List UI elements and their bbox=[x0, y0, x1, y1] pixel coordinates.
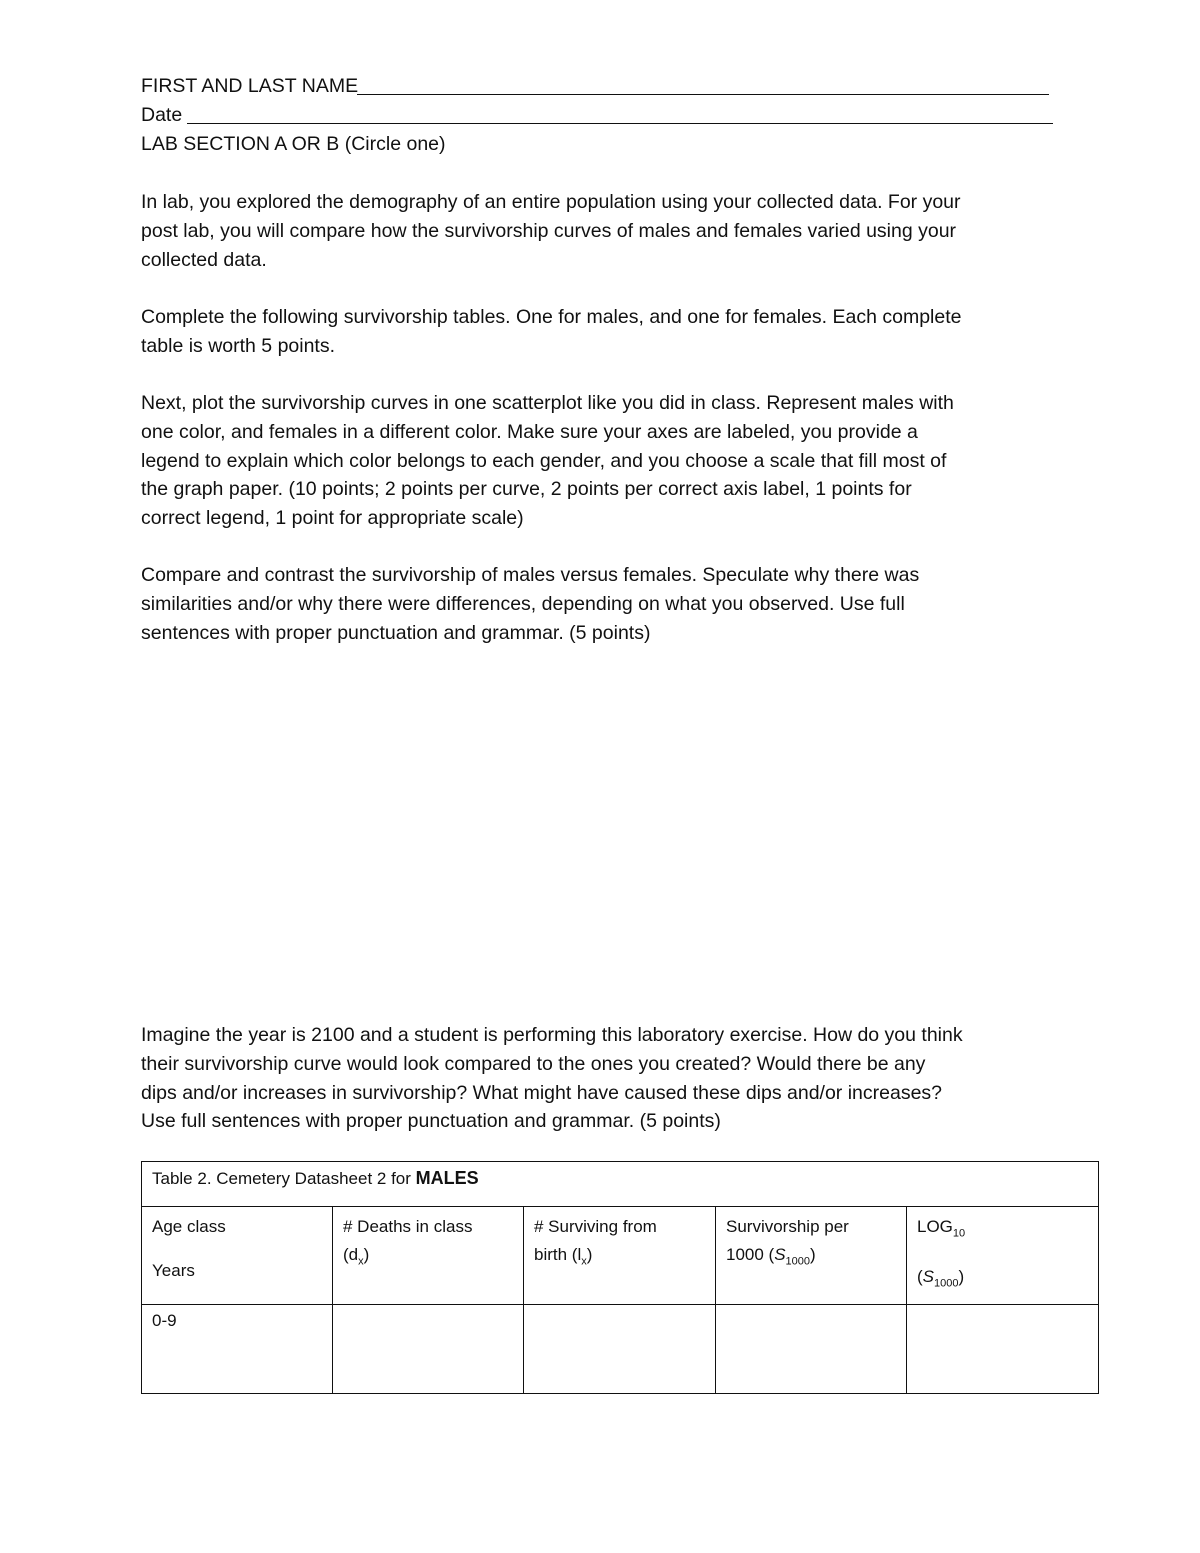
cell-survivorship[interactable] bbox=[716, 1304, 907, 1393]
table-caption bbox=[142, 1162, 1099, 1207]
question-line: Use full sentences with proper punctuation and grammar. (5 points) bbox=[141, 1110, 721, 1133]
instruction-line: Complete the following survivorship tables. One for males, and one for females. Each complete bbox=[141, 306, 962, 328]
question-line: dips and/or increases in survivorship? What might have caused these dips and/or increases? bbox=[141, 1081, 943, 1104]
header-surviving bbox=[524, 1207, 716, 1305]
lab-section-label: LAB SECTION A OR B (Circle one) bbox=[141, 133, 446, 155]
cemetery-datasheet-table bbox=[141, 1161, 1099, 1394]
header-surviving-symbol: birth $(l_x)$ bbox=[534, 1245, 593, 1268]
table-caption-emphasis: MALES bbox=[415, 1168, 479, 1188]
intro-line: post lab, you will compare how the survivorship curves of males and females varied using your bbox=[141, 219, 957, 242]
header-log-symbol: $(S_{1000})$ bbox=[917, 1267, 965, 1290]
header-surviving-text: # Surviving from bbox=[534, 1217, 657, 1236]
table-caption-row bbox=[142, 1162, 1099, 1207]
intro-paragraph bbox=[141, 188, 1071, 274]
name-label: FIRST AND LAST NAME bbox=[141, 75, 359, 97]
instruction-line: one color, and females in a different color. Make sure your axes are labeled, you provide a bbox=[141, 420, 918, 443]
header-log bbox=[907, 1207, 1099, 1305]
table-header-row bbox=[142, 1207, 1099, 1305]
date-label: Date bbox=[141, 104, 183, 126]
cell-deaths[interactable] bbox=[333, 1304, 524, 1393]
header-log-text: $LOG_{10}$ bbox=[917, 1217, 966, 1240]
question-line: similarities and/or why there were differences, depending on what you observed. Use full bbox=[141, 592, 905, 615]
header-deaths-symbol: $(d_x)$ bbox=[343, 1245, 370, 1268]
cell-surviving[interactable] bbox=[524, 1304, 716, 1393]
instruction-line: the graph paper. (10 points; 2 points per curve, 2 points per correct axis label, 1 points for bbox=[141, 478, 912, 501]
cell-log[interactable] bbox=[907, 1304, 1099, 1393]
intro-line: collected data. bbox=[141, 248, 267, 271]
plot-instruction bbox=[141, 389, 1071, 533]
answer-space[interactable] bbox=[141, 660, 1071, 1010]
future-question bbox=[141, 1021, 1071, 1136]
intro-line: In lab, you explored the demography of an entire population using your collected data. For your bbox=[141, 191, 961, 213]
header-age-line1: Age class bbox=[152, 1217, 226, 1236]
header-age-line2: Years bbox=[152, 1261, 195, 1280]
header-deaths-text: # Deaths in class bbox=[343, 1217, 473, 1236]
header-survivorship bbox=[716, 1207, 907, 1305]
instruction-line: table is worth 5 points. bbox=[141, 334, 336, 357]
question-line: their survivorship curve would look compared to the ones you created? Would there be any bbox=[141, 1052, 926, 1075]
table-row bbox=[142, 1304, 1099, 1393]
instruction-line: legend to explain which color belongs to each gender, and you choose a scale that fill most of bbox=[141, 449, 947, 472]
question-line: Compare and contrast the survivorship of males versus females. Speculate why there was bbox=[141, 564, 920, 586]
header-survivorship-text: Survivorship per bbox=[726, 1217, 849, 1236]
question-line: Imagine the year is 2100 and a student is performing this laboratory exercise. How do you think bbox=[141, 1024, 963, 1046]
date-blank[interactable] bbox=[187, 123, 1053, 124]
tables-instruction bbox=[141, 303, 1071, 361]
cell-age: 0-9 bbox=[142, 1304, 333, 1393]
header-survivorship-symbol: 1000 $(S_{1000})$ bbox=[726, 1245, 816, 1268]
compare-question bbox=[141, 561, 1071, 647]
instruction-line: Next, plot the survivorship curves in one scatterplot like you did in class. Represent males with bbox=[141, 392, 954, 414]
header-age-class bbox=[142, 1207, 333, 1305]
table-caption-text: Table 2. Cemetery Datasheet 2 for bbox=[152, 1169, 416, 1188]
name-blank[interactable] bbox=[357, 94, 1049, 95]
header-deaths bbox=[333, 1207, 524, 1305]
instruction-line: correct legend, 1 point for appropriate scale) bbox=[141, 507, 524, 530]
question-line: sentences with proper punctuation and grammar. (5 points) bbox=[141, 621, 651, 644]
